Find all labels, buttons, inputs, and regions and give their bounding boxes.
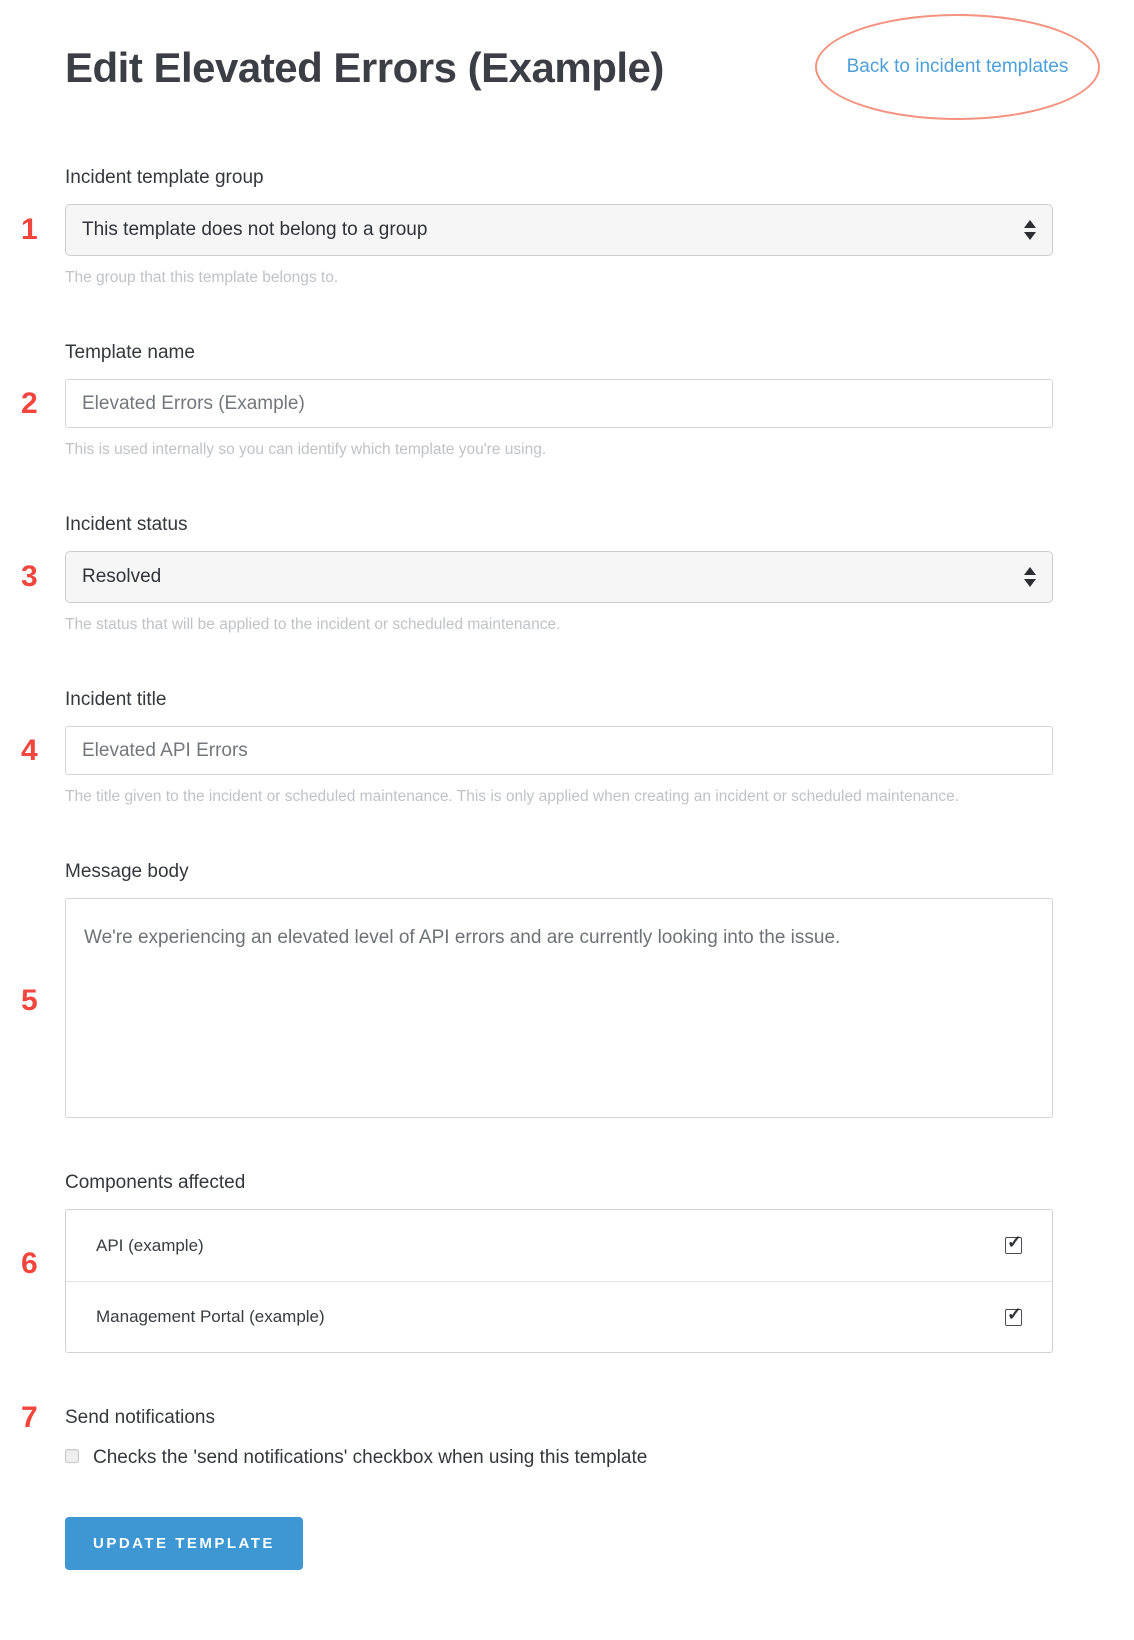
arrow-up-icon xyxy=(1024,567,1036,575)
incident-status-help: The status that will be applied to the incident or scheduled maintenance. xyxy=(65,616,561,633)
incident-status-select[interactable] xyxy=(65,551,1053,603)
message-body-label: Message body xyxy=(65,861,189,882)
component-checkbox[interactable] xyxy=(1005,1232,1023,1254)
template-name-help: This is used internally so you can identify which template you're using. xyxy=(65,441,547,458)
field-incident-title xyxy=(21,688,1053,807)
send-notifications-checkbox-row[interactable] xyxy=(65,1446,1053,1470)
arrow-down-icon xyxy=(1024,232,1036,240)
field-template-name xyxy=(21,341,1053,460)
step-marker-7: 7 xyxy=(21,1401,38,1434)
incident-title-help: The title given to the incident or scheduled maintenance. This is only applied when creating an incident or scheduled maintenance. xyxy=(65,788,960,805)
message-body-textarea[interactable] xyxy=(65,898,1053,1118)
component-checkbox[interactable] xyxy=(1005,1303,1023,1326)
template-name-input[interactable] xyxy=(65,379,1053,428)
incident-template-group-select[interactable] xyxy=(65,204,1053,256)
field-send-notifications xyxy=(21,1401,1053,1570)
field-components-affected xyxy=(21,1171,1053,1353)
incident-status-selected-value: Resolved xyxy=(82,566,162,587)
incident-title-label: Incident title xyxy=(65,689,167,710)
checkmark-icon: ✓ xyxy=(1007,1303,1023,1324)
arrow-up-icon xyxy=(1024,220,1036,228)
back-link-area xyxy=(815,14,1100,120)
component-label: API (example) xyxy=(96,1235,204,1255)
send-notifications-checkbox[interactable] xyxy=(65,1449,79,1463)
component-label: Management Portal (example) xyxy=(96,1307,325,1326)
field-incident-template-group xyxy=(21,166,1053,288)
update-template-button[interactable]: UPDATE TEMPLATE xyxy=(65,1517,303,1570)
incident-title-input[interactable] xyxy=(65,726,1053,775)
send-notifications-checkbox-label: Checks the 'send notifications' checkbox when using this template xyxy=(93,1447,648,1468)
components-list xyxy=(65,1209,1053,1353)
template-form xyxy=(21,166,1053,1640)
step-marker-3: 3 xyxy=(21,560,38,593)
step-marker-2: 2 xyxy=(21,387,38,420)
checkmark-icon: ✓ xyxy=(1007,1232,1023,1252)
field-incident-status xyxy=(21,513,1053,635)
components-affected-label: Components affected xyxy=(65,1172,246,1193)
step-marker-6: 6 xyxy=(21,1247,38,1280)
template-name-label: Template name xyxy=(65,342,195,363)
field-message-body xyxy=(21,860,1053,1118)
back-to-incident-templates-link[interactable]: Back to incident templates xyxy=(846,56,1069,77)
send-notifications-label: Send notifications xyxy=(65,1407,215,1428)
step-marker-5: 5 xyxy=(21,984,38,1017)
select-stepper-icon xyxy=(1024,220,1036,240)
arrow-down-icon xyxy=(1024,579,1036,587)
incident-template-group-label: Incident template group xyxy=(65,167,264,188)
step-marker-4: 4 xyxy=(21,734,38,767)
incident-status-label: Incident status xyxy=(65,514,188,535)
step-marker-1: 1 xyxy=(21,213,38,246)
page-title: Edit Elevated Errors (Example) xyxy=(65,44,664,91)
select-stepper-icon xyxy=(1024,567,1036,587)
incident-template-group-help: The group that this template belongs to. xyxy=(65,269,339,286)
page-header xyxy=(0,0,1134,92)
incident-template-group-selected-value: This template does not belong to a group xyxy=(82,219,428,240)
component-row-management-portal[interactable] xyxy=(66,1281,1052,1352)
component-row-api[interactable] xyxy=(66,1210,1052,1281)
